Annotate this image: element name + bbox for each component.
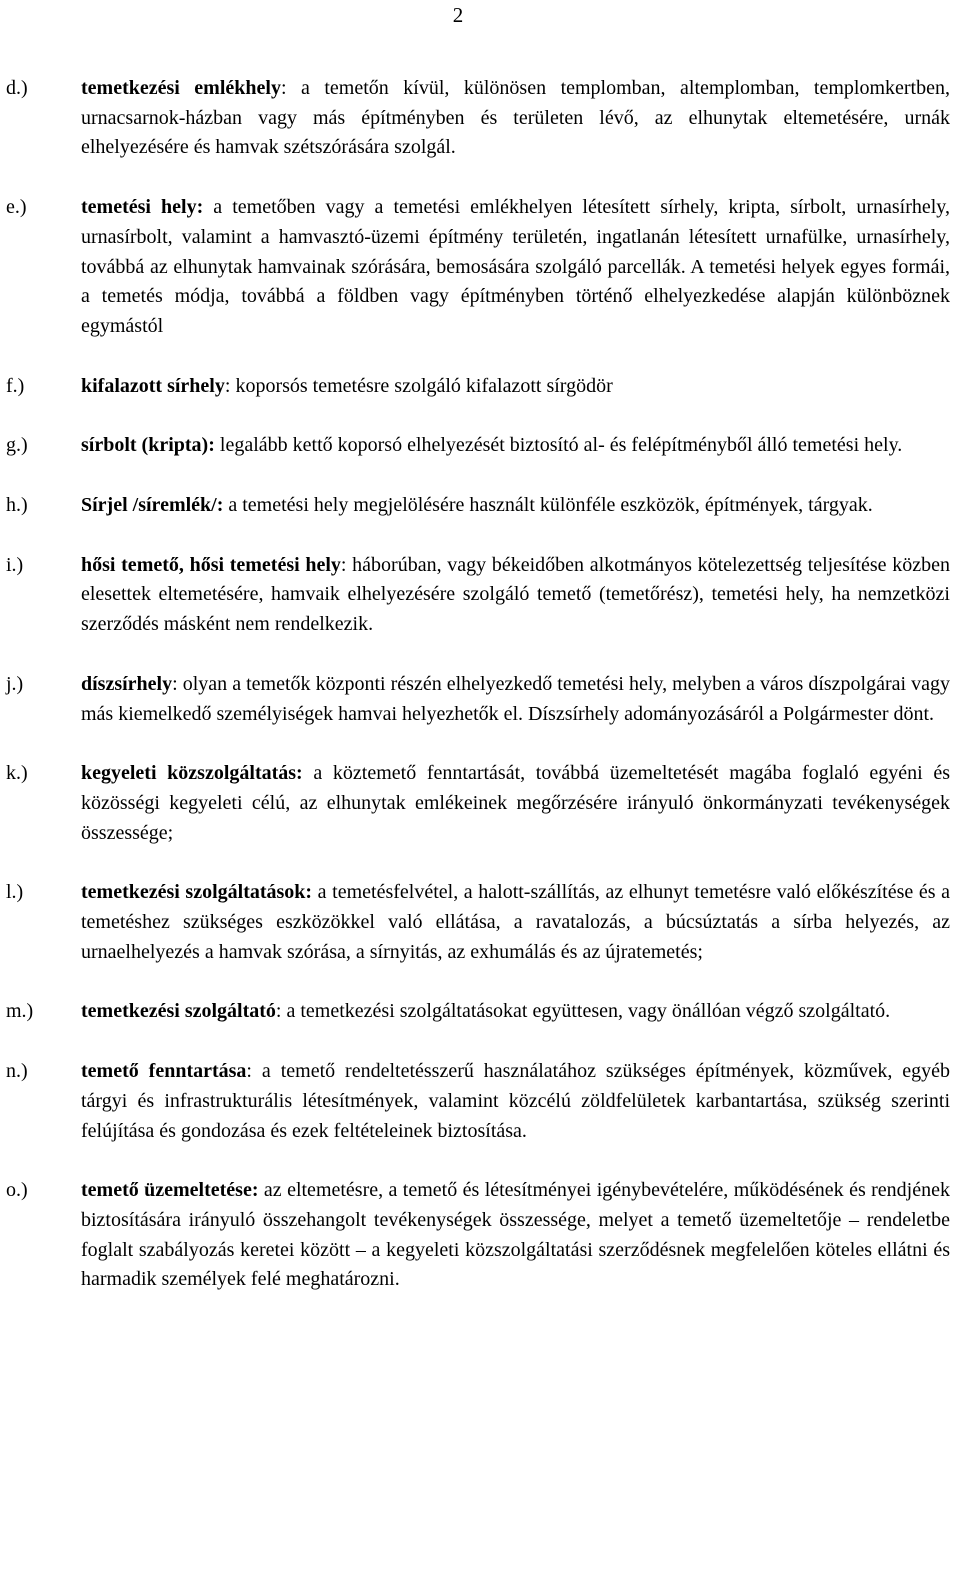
definition-item [6, 997, 950, 1027]
definition-item [6, 431, 950, 461]
definition-term: temetkezési emlékhely [81, 77, 281, 99]
item-marker: f.) [6, 374, 25, 397]
definition-term: sírbolt (kripta): [81, 434, 215, 457]
term-separator: : [340, 553, 347, 576]
definition-body [81, 997, 950, 1027]
definition-item [6, 193, 950, 342]
definition-body [81, 74, 950, 163]
definition-term: temetési hely: [81, 196, 204, 219]
definition-body [81, 491, 950, 521]
definition-text: a temető rendeltetésszerű használatához szükséges építmények, közművek, egyéb tárgyi és infrastrukturális létesítmények, valamint közcélú zöldfelületek karbantartása, szükség szerinti felújítása és gondozása és ezek feltételeinek biztosítása. [81, 1060, 950, 1142]
item-marker: h.) [6, 494, 28, 517]
definition-text: olyan a temetők központi részén elhelyezkedő temetési hely, melyben a város díszpolgárai vagy más kiemelkedő személyiségek hamvai helyezhetők el. Díszsírhely adományozásáról a Polgármester dönt. [81, 672, 950, 725]
definition-term: temető üzemeltetése: [81, 1179, 259, 1202]
definition-item [6, 1176, 950, 1295]
definition-body [81, 1057, 950, 1146]
item-marker: g.) [6, 434, 28, 457]
item-marker: d.) [6, 77, 28, 99]
definition-text: legalább kettő koporsó elhelyezését biztosító al- és felépítményből álló temetési hely. [214, 434, 903, 457]
definition-body [81, 1176, 950, 1295]
definition-body [81, 193, 950, 342]
item-marker: i.) [6, 553, 24, 576]
definition-list [6, 74, 950, 1295]
definition-body [81, 551, 950, 640]
definition-text: a köztemető fenntartását, továbbá üzemeltetését magába foglaló egyéni és közösségi kegyeleti célú, az elhunytak emlékeinek megőrzésére irányuló önkormányzati tevékenységek összessége; [81, 762, 950, 844]
definition-term: kifalazott sírhely [81, 374, 225, 397]
definition-term: Sírjel /síremlék/: [81, 494, 224, 517]
definition-item [6, 878, 950, 967]
item-marker: n.) [6, 1060, 28, 1083]
definition-text: az eltemetésre, a temető és létesítményei igénybevételére, működésének és rendjének biztosítására irányuló összehangolt tevékenységek összessége, melyet a temető üzemeltetője – rendeletbe foglalt szabályozás keretei között – a kegyeleti közszolgáltatási szerződésnek megfelelően köteles ellátni és harmadik személyek felé meghatározni. [81, 1179, 950, 1291]
term-separator: : [275, 1000, 282, 1023]
item-marker: l.) [6, 881, 24, 904]
definition-body [81, 372, 950, 402]
definition-item [6, 74, 950, 163]
definition-term: hősi temető, hősi temetési hely [81, 553, 341, 576]
definition-body [81, 670, 950, 729]
item-marker: m.) [6, 1000, 34, 1023]
definition-item [6, 759, 950, 848]
definition-body [81, 431, 950, 461]
definition-text: háborúban, vagy békeidőben alkotmányos kötelezettség teljesítése közben elesettek eltemetésére, hamvaik elhelyezésére szolgáló temető (temetőrész), temetési hely, ha nemzetközi szerződés másként nem rendelkezik. [81, 553, 950, 636]
definition-item [6, 670, 950, 729]
definition-text: a temetőben vagy a temetési emlékhelyen létesített sírhely, kripta, sírbolt, urnasírhely, urnasírbolt, valamint a hamvasztó-üzemi építmény területén, ingatlanán létesített urnafülke, urnasírhely, továbbá az elhunytak hamvainak szórására, bemosására szolgáló parcellák. A temetési helyek egyes formái, a temetés módja, továbbá a földben vagy építményben történő elhelyezkedése alapján különböznek egymástól [81, 196, 950, 337]
definition-term: temetkezési szolgáltató [81, 1000, 276, 1023]
definition-term: temetkezési szolgáltatások: [81, 881, 313, 904]
definition-item [6, 372, 950, 402]
term-separator: : [224, 374, 231, 397]
definition-item [6, 1057, 950, 1146]
definition-body [81, 878, 950, 967]
term-separator: : [246, 1060, 252, 1083]
definition-text: a temetőn kívül, különösen templomban, altemplomban, templomkertben, urnacsarnok-házban vagy más építményben és területen lévő, az elhunytak eltemetésére, urnák elhelyezésére és hamvak szétszórására szolgál. [81, 77, 950, 159]
item-marker: o.) [6, 1179, 28, 1202]
definition-text: a temetkezési szolgáltatásokat együttesen, vagy önállóan végző szolgáltató. [281, 1000, 891, 1023]
page-number: 2 [452, 3, 464, 27]
definition-term: díszsírhely [81, 672, 173, 695]
definition-text: a temetésfelvétel, a halott-szállítás, az elhunyt temetésre való előkészítése és a temetéshez szükséges eszközökkel való ellátása, a ravatalozás, a búcsúztatás a sírba helyezés, az urnaelhelyezés a hamvak szórása, a sírnyitás, az exhumálás és az újratemetés; [81, 881, 950, 963]
definition-body [81, 759, 950, 848]
item-marker: j.) [6, 672, 24, 695]
definition-term: temető fenntartása [81, 1060, 247, 1083]
definition-item [6, 551, 950, 640]
term-separator: : [172, 672, 178, 695]
definition-item [6, 491, 950, 521]
item-marker: e.) [6, 196, 27, 219]
definition-text: koporsós temetésre szolgáló kifalazott sírgödör [230, 374, 613, 397]
item-marker: k.) [6, 762, 28, 785]
definition-term: kegyeleti közszolgáltatás: [81, 762, 303, 785]
definition-text: a temetési hely megjelölésére használt különféle eszközök, építmények, tárgyak. [223, 494, 873, 517]
term-separator: : [280, 77, 287, 99]
